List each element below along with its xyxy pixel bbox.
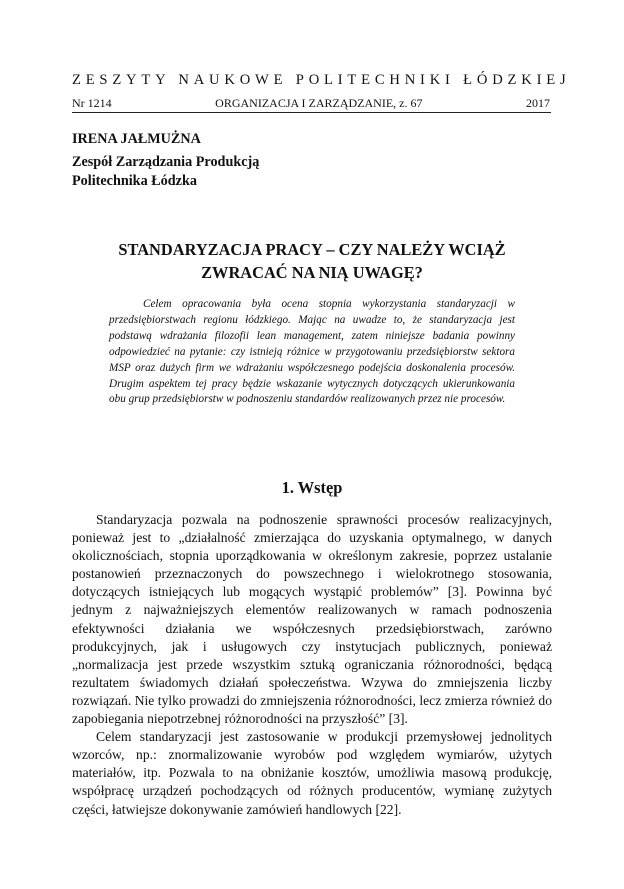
publication-year: 2017 bbox=[525, 96, 550, 110]
author-name: IRENA JAŁMUŻNA bbox=[72, 131, 201, 147]
journal-series: ORGANIZACJA I ZARZĄDZANIE, z. 67 bbox=[215, 96, 423, 110]
author-affiliation-university: Politechnika Łódzka bbox=[72, 173, 197, 189]
journal-meta bbox=[72, 96, 550, 111]
issue-number: Nr 1214 bbox=[72, 96, 112, 110]
section-heading: 1. Wstęp bbox=[281, 478, 343, 497]
body-paragraph-2: Celem standaryzacji jest zastosowanie w produkcji przemysłowej jednolitych wzorców, np.: znormalizowanie wyrobów pod względem wymiarów, użytych materiałów, itp. Pozwala to na obniżanie kosztów, umożliwia masową produkcję, współpracę urządzeń pochodzących od różnych producentów, wymianę zużytych części, łatwiejsze dokonywanie zamówień handlowych [22]. bbox=[72, 729, 552, 817]
article-title-line-1: STANDARYZACJA PRACY – CZY NALEŻY WCIĄŻ bbox=[118, 240, 506, 259]
abstract: Celem opracowania była ocena stopnia wykorzystania standaryzacji w przedsiębiorstwach regionu łódzkiego. Mając na uwadze to, że standaryzacja jest podstawą wdrażania filozofii lean management, zatem niniejsze badania powinny odpowiedzieć na pytanie: czy istnieją różnice w przygotowaniu przedsiębiorstw sektora MSP oraz dużych firm we wdrażaniu współczesnego podejścia doskonalenia procesów. Drugim aspektem tej pracy będzie wskazanie wytycznych dotyczących ukierunkowania obu grup przedsiębiorstw w podnoszeniu standardów realizowanych przez nie procesów. bbox=[109, 298, 515, 406]
header-rule bbox=[72, 112, 551, 113]
article-title-line-2: ZWRACAĆ NA NIĄ UWAGĘ? bbox=[201, 263, 423, 282]
author-affiliation-unit: Zespół Zarządzania Produkcją bbox=[72, 154, 260, 170]
body-paragraph-1: Standaryzacja pozwala na podnoszenie sprawności procesów realizacyjnych, ponieważ jest to „działalność zmierzająca do uzyskania optymalnego, w danych okolicznościach, stopnia uporządkowania w określonym zakresie, poprzez ustalanie postanowień przeznaczonych do powszechnego i wielokrotnego stosowania, dotyczących istniejących lub mogących wystąpić problemów” [3]. Powinna być jednym z najważniejszych elementów realizowanych w ramach podnoszenia efektywności działania we współczesnych przedsiębiorstwach, zarówno produkcyjnych, jak i usługowych czy instytucjach publicznych, ponieważ „normalizacja jest przede wszystkim sztuką ograniczania różnorodności, będącą rezultatem świadomych działań społeczeństwa. Wzywa do zmniejszenia liczby rozwiązań. Nie tylko prowadzi do zmniejszenia różnorodności, lecz zmierza również do zapobiegania niepotrzebnej różnorodności na przyszłość” [3]. bbox=[72, 512, 552, 727]
article-title bbox=[72, 238, 552, 284]
journal-title: ZESZYTY NAUKOWE POLITECHNIKI ŁÓDZKIEJ bbox=[72, 72, 571, 88]
section-body bbox=[72, 511, 552, 819]
